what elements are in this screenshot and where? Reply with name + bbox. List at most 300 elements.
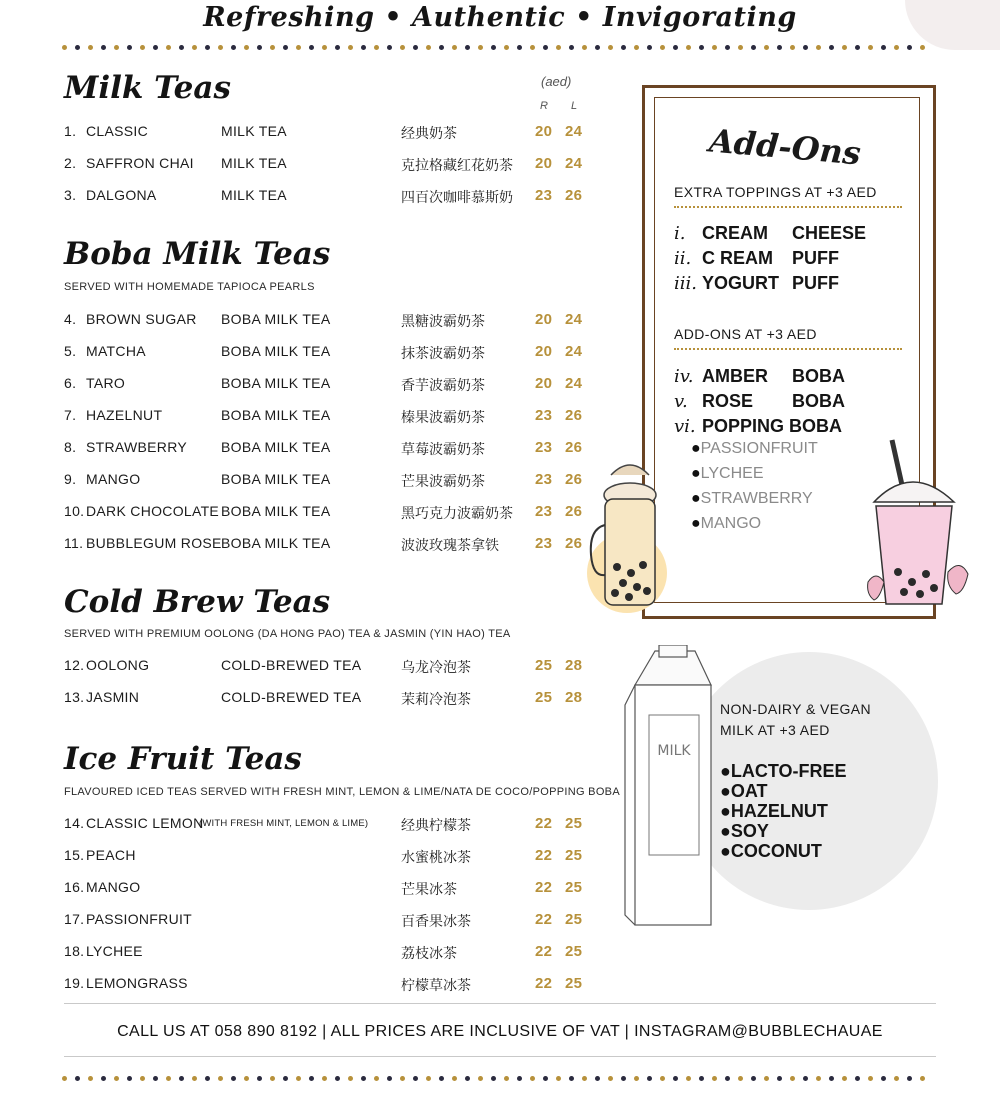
border-dot bbox=[296, 1076, 301, 1081]
border-dot bbox=[114, 45, 119, 50]
border-dot bbox=[296, 45, 301, 50]
popping-flavor-name: PASSIONFRUIT bbox=[700, 440, 818, 457]
addon-name-word1: CREAM bbox=[702, 223, 768, 243]
border-dot bbox=[738, 45, 743, 50]
addon-name-word1: ROSE bbox=[702, 391, 754, 411]
item-number: 16. bbox=[64, 879, 85, 895]
menu-item-row bbox=[64, 879, 604, 899]
item-name: TARO bbox=[86, 375, 126, 391]
border-dot bbox=[140, 45, 145, 50]
addon-name-word1: AMBER bbox=[702, 366, 768, 386]
menu-item-row bbox=[64, 343, 604, 363]
price-large: 25 bbox=[565, 911, 583, 928]
item-name: DALGONA bbox=[86, 187, 157, 203]
border-dot bbox=[478, 1076, 483, 1081]
border-dot bbox=[348, 1076, 353, 1081]
addon-roman-numeral: i. bbox=[674, 223, 686, 244]
price-regular: 20 bbox=[535, 123, 553, 140]
addon-name-word2: CHEESE bbox=[792, 223, 867, 243]
border-dot bbox=[790, 45, 795, 50]
item-number: 11. bbox=[64, 535, 84, 551]
border-dot bbox=[608, 1076, 613, 1081]
price-regular: 22 bbox=[535, 815, 553, 832]
price-large: 25 bbox=[565, 847, 583, 864]
border-dot bbox=[439, 45, 444, 50]
price-regular: 22 bbox=[535, 879, 553, 896]
price-large: 28 bbox=[565, 689, 583, 706]
addon-item bbox=[674, 248, 914, 269]
item-name: OOLONG bbox=[86, 657, 150, 673]
border-dot bbox=[569, 1076, 574, 1081]
border-dot bbox=[387, 45, 392, 50]
item-number: 10. bbox=[64, 503, 85, 519]
border-dot bbox=[426, 1076, 431, 1081]
border-dot bbox=[387, 1076, 392, 1081]
border-dot bbox=[361, 1076, 366, 1081]
border-dot bbox=[114, 1076, 119, 1081]
item-number: 18. bbox=[64, 943, 85, 959]
border-dot bbox=[660, 45, 665, 50]
item-name: HAZELNUT bbox=[86, 407, 163, 423]
price-large: 28 bbox=[565, 657, 583, 674]
border-dot bbox=[829, 45, 834, 50]
border-dot bbox=[868, 1076, 873, 1081]
item-name: BROWN SUGAR bbox=[86, 311, 197, 327]
border-dot bbox=[803, 1076, 808, 1081]
bullet-icon: ● bbox=[720, 801, 731, 821]
milk-header-line1: NON-DAIRY & VEGAN bbox=[720, 701, 871, 717]
border-dot bbox=[920, 45, 925, 50]
border-dot bbox=[62, 1076, 67, 1081]
border-dot bbox=[712, 1076, 717, 1081]
border-dot bbox=[205, 1076, 210, 1081]
border-dot bbox=[309, 1076, 314, 1081]
price-regular: 22 bbox=[535, 943, 553, 960]
menu-item-row bbox=[64, 155, 604, 175]
section-title-boba-milk-teas: Boba Milk Teas bbox=[64, 236, 331, 272]
border-dot bbox=[192, 1076, 197, 1081]
border-dot bbox=[777, 45, 782, 50]
item-chinese-name: 四百次咖啡慕斯奶 bbox=[401, 190, 513, 206]
border-dot bbox=[257, 45, 262, 50]
menu-item-row bbox=[64, 311, 604, 331]
border-dot bbox=[244, 1076, 249, 1081]
popping-flavor-name: MANGO bbox=[700, 515, 762, 532]
border-dot bbox=[764, 1076, 769, 1081]
menu-item-row bbox=[64, 847, 604, 867]
price-large: 24 bbox=[565, 375, 583, 392]
border-dot bbox=[75, 1076, 80, 1081]
border-dot bbox=[907, 45, 912, 50]
large-size-label: L bbox=[571, 100, 578, 112]
price-large: 26 bbox=[565, 503, 583, 520]
border-dot bbox=[153, 45, 158, 50]
item-number: 7. bbox=[64, 407, 77, 423]
border-dot bbox=[673, 1076, 678, 1081]
border-dot bbox=[491, 1076, 496, 1081]
border-dot bbox=[673, 45, 678, 50]
price-regular: 23 bbox=[535, 439, 553, 456]
price-large: 25 bbox=[565, 879, 583, 896]
border-dot bbox=[569, 45, 574, 50]
item-chinese-name: 水蜜桃冰茶 bbox=[401, 850, 471, 866]
item-chinese-name: 经典柠檬茶 bbox=[401, 818, 471, 834]
popping-flavor-item bbox=[691, 515, 761, 533]
border-dot bbox=[803, 45, 808, 50]
item-name: DARK CHOCOLATE bbox=[86, 503, 220, 519]
border-dot bbox=[907, 1076, 912, 1081]
item-chinese-name: 柠檬草冰茶 bbox=[401, 978, 471, 994]
item-chinese-name: 草莓波霸奶茶 bbox=[401, 442, 485, 458]
addons-header: ADD-ONS AT +3 AED bbox=[674, 326, 817, 342]
section-subtitle-ice-fruit: FLAVOURED ICED TEAS SERVED WITH FRESH MINT, LEMON & LIME/NATA DE COCO/POPPING BOBA bbox=[64, 786, 620, 798]
border-dot bbox=[322, 1076, 327, 1081]
border-dot bbox=[595, 45, 600, 50]
item-type: MILK TEA bbox=[221, 187, 287, 203]
border-dot bbox=[738, 1076, 743, 1081]
border-dot bbox=[218, 45, 223, 50]
item-name: SAFFRON CHAI bbox=[86, 155, 194, 171]
bullet-icon: ● bbox=[691, 465, 701, 482]
border-dot bbox=[270, 45, 275, 50]
milk-option-name: LACTO-FREE bbox=[730, 761, 847, 781]
menu-item-row bbox=[64, 943, 604, 963]
menu-item-row bbox=[64, 911, 604, 931]
border-dot bbox=[322, 45, 327, 50]
milk-option-item bbox=[720, 781, 768, 801]
border-dot bbox=[465, 1076, 470, 1081]
price-regular: 23 bbox=[535, 503, 553, 520]
border-dot bbox=[179, 45, 184, 50]
border-dot bbox=[218, 1076, 223, 1081]
price-large: 26 bbox=[565, 471, 583, 488]
border-dot bbox=[192, 45, 197, 50]
price-regular: 22 bbox=[535, 911, 553, 928]
border-dot bbox=[452, 1076, 457, 1081]
border-dot bbox=[140, 1076, 145, 1081]
border-dot bbox=[894, 1076, 899, 1081]
item-type: COLD-BREWED TEA bbox=[221, 657, 362, 673]
border-dot bbox=[413, 45, 418, 50]
item-chinese-name: 经典奶茶 bbox=[401, 126, 457, 142]
price-large: 26 bbox=[565, 407, 583, 424]
item-number: 1. bbox=[64, 123, 77, 139]
item-name: CLASSIC bbox=[86, 123, 149, 139]
item-chinese-name: 芒果冰茶 bbox=[401, 882, 457, 898]
border-dot bbox=[257, 1076, 262, 1081]
addon-name-word2: BOBA bbox=[792, 366, 845, 386]
item-name: PEACH bbox=[86, 847, 136, 863]
price-large: 24 bbox=[565, 123, 583, 140]
menu-item-row bbox=[64, 535, 604, 555]
border-dot bbox=[88, 45, 93, 50]
border-dot bbox=[335, 45, 340, 50]
border-dot bbox=[231, 45, 236, 50]
regular-size-label: R bbox=[540, 100, 548, 112]
toppings-header: EXTRA TOPPINGS AT +3 AED bbox=[674, 184, 877, 200]
bullet-icon: ● bbox=[720, 761, 731, 781]
border-dot bbox=[712, 45, 717, 50]
item-chinese-name: 波波玫瑰茶拿铁 bbox=[401, 538, 499, 554]
menu-item-row bbox=[64, 503, 604, 523]
border-dot bbox=[647, 1076, 652, 1081]
border-dot bbox=[621, 1076, 626, 1081]
addon-name-word1: YOGURT bbox=[702, 273, 780, 293]
addon-name-word1: C REAM bbox=[702, 248, 773, 268]
border-dot bbox=[101, 1076, 106, 1081]
border-dot bbox=[153, 1076, 158, 1081]
milk-option-item bbox=[720, 761, 847, 781]
menu-item-row bbox=[64, 815, 604, 835]
bullet-icon: ● bbox=[691, 440, 701, 457]
addon-roman-numeral: iv. bbox=[674, 366, 694, 387]
border-dot bbox=[582, 1076, 587, 1081]
border-dot bbox=[504, 1076, 509, 1081]
item-chinese-name: 芒果波霸奶茶 bbox=[401, 474, 485, 490]
item-number: 15. bbox=[64, 847, 85, 863]
item-name: LEMONGRASS bbox=[86, 975, 188, 991]
item-name: LYCHEE bbox=[86, 943, 143, 959]
item-type: COLD-BREWED TEA bbox=[221, 689, 362, 705]
bullet-icon: ● bbox=[691, 515, 701, 532]
border-dot bbox=[634, 1076, 639, 1081]
border-dot bbox=[101, 45, 106, 50]
border-dot bbox=[634, 45, 639, 50]
border-dot bbox=[374, 1076, 379, 1081]
border-dot bbox=[816, 45, 821, 50]
toppings-header-underline bbox=[674, 206, 902, 208]
menu-item-row bbox=[64, 187, 604, 207]
bullet-icon: ● bbox=[720, 841, 731, 861]
border-dot bbox=[868, 45, 873, 50]
item-number: 17. bbox=[64, 911, 85, 927]
footer-top-rule bbox=[64, 1003, 936, 1004]
item-name: STRAWBERRY bbox=[86, 439, 188, 455]
popping-flavor-item bbox=[691, 440, 818, 458]
item-name: MANGO bbox=[86, 879, 141, 895]
border-dot bbox=[400, 45, 405, 50]
price-large: 25 bbox=[565, 975, 583, 992]
item-type: MILK TEA bbox=[221, 155, 287, 171]
border-dot bbox=[205, 45, 210, 50]
footer-contact-info: CALL US AT 058 890 8192 | ALL PRICES ARE INCLUSIVE OF VAT | INSTAGRAM@BUBBLECHAUAE bbox=[117, 1023, 883, 1040]
price-regular: 20 bbox=[535, 375, 553, 392]
price-regular: 22 bbox=[535, 975, 553, 992]
border-dot bbox=[660, 1076, 665, 1081]
item-type: BOBA MILK TEA bbox=[221, 311, 331, 327]
menu-item-row bbox=[64, 407, 604, 427]
border-dot bbox=[530, 1076, 535, 1081]
milk-option-name: HAZELNUT bbox=[730, 801, 828, 821]
border-dot bbox=[478, 45, 483, 50]
item-number: 19. bbox=[64, 975, 85, 991]
milk-option-name: SOY bbox=[730, 821, 769, 841]
price-regular: 20 bbox=[535, 311, 553, 328]
addon-roman-numeral: iii. bbox=[674, 273, 697, 294]
border-dot bbox=[166, 1076, 171, 1081]
border-dot bbox=[881, 1076, 886, 1081]
price-large: 25 bbox=[565, 815, 583, 832]
border-dot bbox=[127, 1076, 132, 1081]
footer-bottom-rule bbox=[64, 1056, 936, 1057]
border-dot bbox=[543, 45, 548, 50]
border-dot bbox=[855, 45, 860, 50]
border-dot bbox=[62, 45, 67, 50]
border-dot bbox=[725, 45, 730, 50]
border-dot bbox=[699, 45, 704, 50]
border-dot bbox=[816, 1076, 821, 1081]
price-regular: 23 bbox=[535, 535, 553, 552]
item-chinese-name: 茉莉冷泡茶 bbox=[401, 692, 471, 708]
item-name: PASSIONFRUIT bbox=[86, 911, 193, 927]
item-number: 9. bbox=[64, 471, 77, 487]
border-dot bbox=[361, 45, 366, 50]
border-dot bbox=[127, 45, 132, 50]
border-dot bbox=[439, 1076, 444, 1081]
price-large: 24 bbox=[565, 155, 583, 172]
bullet-icon: ● bbox=[691, 490, 701, 507]
price-regular: 23 bbox=[535, 471, 553, 488]
bullet-icon: ● bbox=[720, 821, 731, 841]
border-dot bbox=[686, 1076, 691, 1081]
item-type: BOBA MILK TEA bbox=[221, 439, 331, 455]
addon-item bbox=[674, 391, 914, 412]
border-dot bbox=[582, 45, 587, 50]
border-dot bbox=[764, 45, 769, 50]
border-dot bbox=[244, 45, 249, 50]
border-dot bbox=[556, 45, 561, 50]
item-chinese-name: 黑糖波霸奶茶 bbox=[401, 314, 485, 330]
item-type: BOBA MILK TEA bbox=[221, 471, 331, 487]
milk-option-item bbox=[720, 821, 769, 841]
border-dot bbox=[777, 1076, 782, 1081]
border-dot bbox=[751, 1076, 756, 1081]
price-large: 26 bbox=[565, 535, 583, 552]
item-chinese-name: 荔枝冰茶 bbox=[401, 946, 457, 962]
border-dot bbox=[699, 1076, 704, 1081]
border-dot bbox=[426, 45, 431, 50]
border-dot bbox=[829, 1076, 834, 1081]
item-chinese-name: 乌龙冷泡茶 bbox=[401, 660, 471, 676]
border-dot bbox=[504, 45, 509, 50]
item-number: 5. bbox=[64, 343, 77, 359]
item-number: 13. bbox=[64, 689, 85, 705]
border-dot bbox=[543, 1076, 548, 1081]
addon-roman-numeral: ii. bbox=[674, 248, 692, 269]
price-large: 24 bbox=[565, 311, 583, 328]
border-dot bbox=[309, 45, 314, 50]
section-title-ice-fruit-teas: Ice Fruit Teas bbox=[64, 741, 302, 777]
price-large: 24 bbox=[565, 343, 583, 360]
price-large: 26 bbox=[565, 187, 583, 204]
border-dot bbox=[270, 1076, 275, 1081]
item-chinese-name: 黑巧克力波霸奶茶 bbox=[401, 506, 513, 522]
menu-item-row bbox=[64, 123, 604, 143]
border-dot bbox=[556, 1076, 561, 1081]
bullet-icon: ● bbox=[720, 781, 731, 801]
milk-header bbox=[720, 699, 871, 741]
popping-flavor-name: LYCHEE bbox=[700, 465, 764, 482]
addon-name-word1: POPPING BOBA bbox=[702, 416, 843, 436]
price-regular: 22 bbox=[535, 847, 553, 864]
menu-item-row bbox=[64, 439, 604, 459]
border-dot bbox=[855, 1076, 860, 1081]
section-subtitle-boba: SERVED WITH HOMEMADE TAPIOCA PEARLS bbox=[64, 281, 315, 293]
milk-header-line2: MILK AT +3 AED bbox=[720, 722, 830, 738]
border-dot bbox=[231, 1076, 236, 1081]
price-large: 26 bbox=[565, 439, 583, 456]
item-note: (WITH FRESH MINT, LEMON & LIME) bbox=[199, 818, 369, 829]
item-name: MANGO bbox=[86, 471, 141, 487]
border-dot bbox=[400, 1076, 405, 1081]
border-dot bbox=[75, 45, 80, 50]
milk-option-item bbox=[720, 801, 828, 821]
item-number: 4. bbox=[64, 311, 77, 327]
item-number: 12. bbox=[64, 657, 85, 673]
milk-carton-illustration bbox=[615, 645, 725, 935]
border-dot bbox=[465, 45, 470, 50]
price-regular: 20 bbox=[535, 343, 553, 360]
item-chinese-name: 香芋波霸奶茶 bbox=[401, 378, 485, 394]
border-dot bbox=[335, 1076, 340, 1081]
price-regular: 23 bbox=[535, 407, 553, 424]
item-chinese-name: 榛果波霸奶茶 bbox=[401, 410, 485, 426]
border-dot bbox=[348, 45, 353, 50]
item-number: 14. bbox=[64, 815, 85, 831]
item-type: BOBA MILK TEA bbox=[221, 407, 331, 423]
popping-flavor-item bbox=[691, 490, 813, 508]
addon-item bbox=[674, 223, 914, 244]
menu-item-row bbox=[64, 975, 604, 995]
menu-item-row bbox=[64, 689, 604, 709]
currency-label: (aed) bbox=[541, 74, 572, 89]
item-chinese-name: 克拉格藏红花奶茶 bbox=[401, 158, 513, 174]
mason-jar-drink-illustration bbox=[585, 455, 675, 615]
item-type: BOBA MILK TEA bbox=[221, 503, 331, 519]
border-dot bbox=[517, 45, 522, 50]
item-number: 2. bbox=[64, 155, 77, 171]
addon-name-word2: BOBA bbox=[792, 391, 845, 411]
border-dot bbox=[647, 45, 652, 50]
addons-header-underline bbox=[674, 348, 902, 350]
milk-option-name: OAT bbox=[730, 781, 768, 801]
border-dot bbox=[88, 1076, 93, 1081]
item-name: JASMIN bbox=[86, 689, 140, 705]
border-dot bbox=[491, 45, 496, 50]
addon-item bbox=[674, 273, 914, 294]
item-type: BOBA MILK TEA bbox=[221, 375, 331, 391]
addon-name-word2: PUFF bbox=[792, 248, 839, 268]
border-dot bbox=[517, 1076, 522, 1081]
item-name: CLASSIC LEMON bbox=[86, 815, 204, 831]
item-type: BOBA MILK TEA bbox=[221, 535, 331, 551]
addon-name-word2: PUFF bbox=[792, 273, 839, 293]
milk-option-item bbox=[720, 841, 822, 861]
item-number: 3. bbox=[64, 187, 77, 203]
bottom-dotted-border bbox=[62, 1076, 938, 1082]
price-regular: 23 bbox=[535, 187, 553, 204]
border-dot bbox=[751, 45, 756, 50]
item-name: BUBBLEGUM ROSE bbox=[86, 535, 222, 551]
menu-item-row bbox=[64, 375, 604, 395]
item-type: MILK TEA bbox=[221, 123, 287, 139]
item-number: 8. bbox=[64, 439, 77, 455]
addon-item bbox=[674, 366, 914, 387]
strawberry-boba-cup-illustration bbox=[862, 432, 972, 612]
item-type: BOBA MILK TEA bbox=[221, 343, 331, 359]
border-dot bbox=[790, 1076, 795, 1081]
price-regular: 20 bbox=[535, 155, 553, 172]
